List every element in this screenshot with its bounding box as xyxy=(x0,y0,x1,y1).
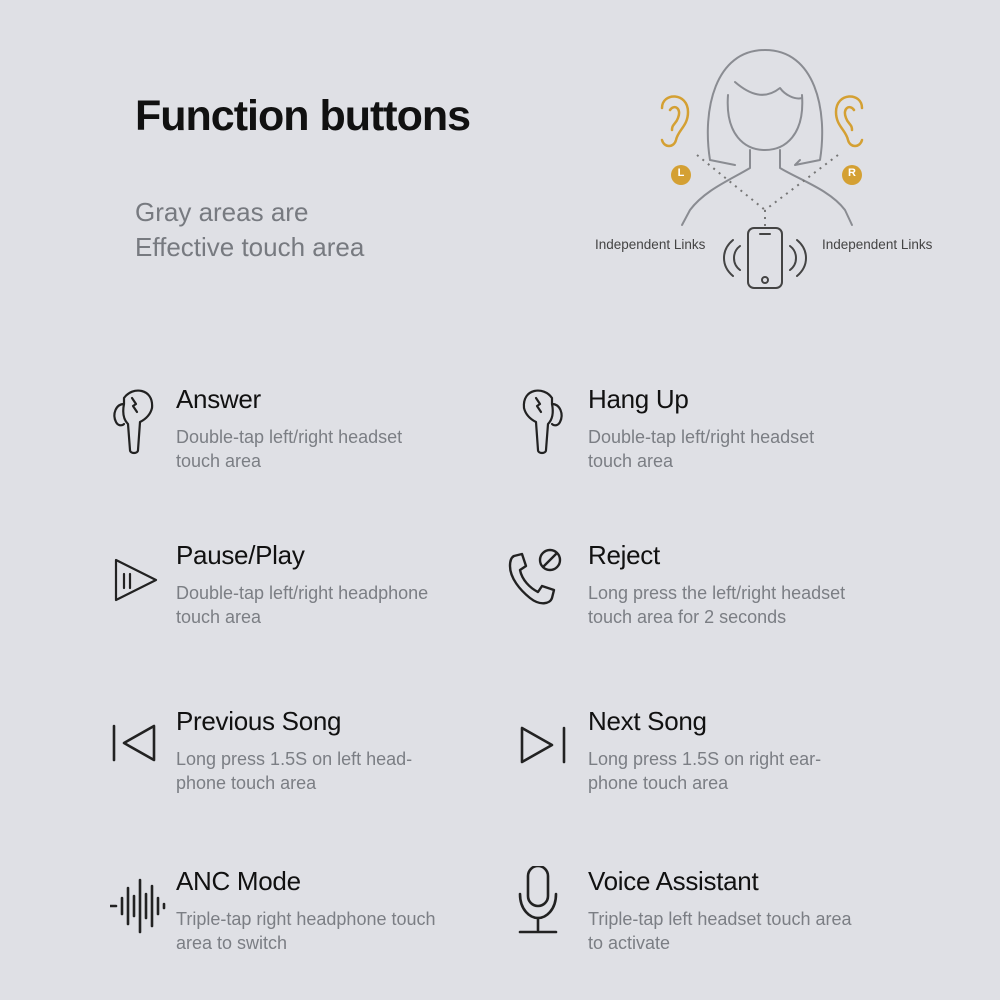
feature-anc-mode xyxy=(110,866,510,976)
description-line: phone touch area xyxy=(176,773,317,793)
description-line: Long press the left/right headset xyxy=(588,583,846,603)
connection-diagram xyxy=(590,40,950,300)
left-link-label: Independent Links xyxy=(595,237,706,252)
description-line: Long press 1.5S on right ear- xyxy=(588,749,822,769)
description-line: touch area xyxy=(176,451,262,471)
feature-title: Hang Up xyxy=(588,384,689,414)
subtitle xyxy=(135,195,364,265)
left-badge: L xyxy=(677,167,685,179)
right-badge: R xyxy=(848,167,856,179)
feature-title: Answer xyxy=(176,384,261,414)
feature-hang-up xyxy=(522,384,922,494)
next-icon xyxy=(520,706,580,786)
feature-title: Pause/Play xyxy=(176,540,305,570)
right-ear-icon xyxy=(836,96,862,146)
subtitle-line-2: Effective touch area xyxy=(135,232,365,262)
feature-voice-assistant xyxy=(522,866,922,976)
feature-description xyxy=(176,581,428,629)
microphone-icon xyxy=(514,866,574,946)
description-line: Double-tap left/right headset xyxy=(176,427,403,447)
description-line: Long press 1.5S on left head- xyxy=(176,749,413,769)
feature-title: Voice Assistant xyxy=(588,866,759,896)
feature-reject xyxy=(522,540,922,650)
description-line: to activate xyxy=(588,933,671,953)
feature-title: ANC Mode xyxy=(176,866,301,896)
feature-description xyxy=(176,907,436,955)
page-title: Function buttons xyxy=(135,92,471,140)
feature-description xyxy=(176,747,412,795)
left-ear-icon xyxy=(662,96,688,146)
waveform-icon xyxy=(110,866,170,946)
subtitle-line-1: Gray areas are xyxy=(135,197,309,227)
description-line: touch area for 2 seconds xyxy=(588,607,787,627)
previous-icon xyxy=(110,706,170,786)
phone-icon xyxy=(724,228,806,288)
feature-title: Next Song xyxy=(588,706,707,736)
feature-pause-play xyxy=(110,540,510,650)
feature-description xyxy=(588,581,845,629)
description-line: touch area xyxy=(176,607,262,627)
feature-description xyxy=(176,425,402,473)
person-icon xyxy=(682,50,852,225)
description-line: area to switch xyxy=(176,933,288,953)
right-link-label: Independent Links xyxy=(822,237,933,252)
feature-title: Reject xyxy=(588,540,660,570)
feature-description xyxy=(588,747,821,795)
earbud-icon xyxy=(506,384,566,464)
description-line: Double-tap left/right headset xyxy=(588,427,815,447)
play-pause-icon xyxy=(110,540,170,620)
feature-next-song xyxy=(522,706,922,816)
feature-description xyxy=(588,425,814,473)
feature-description xyxy=(588,907,852,955)
feature-previous-song xyxy=(110,706,510,816)
reject-call-icon xyxy=(504,540,564,620)
description-line: touch area xyxy=(588,451,674,471)
feature-title: Previous Song xyxy=(176,706,342,736)
description-line: phone touch area xyxy=(588,773,729,793)
earbud-icon xyxy=(110,384,170,464)
description-line: Triple-tap left headset touch area xyxy=(588,909,852,929)
description-line: Double-tap left/right headphone xyxy=(176,583,429,603)
feature-answer xyxy=(110,384,510,494)
description-line: Triple-tap right headphone touch xyxy=(176,909,436,929)
